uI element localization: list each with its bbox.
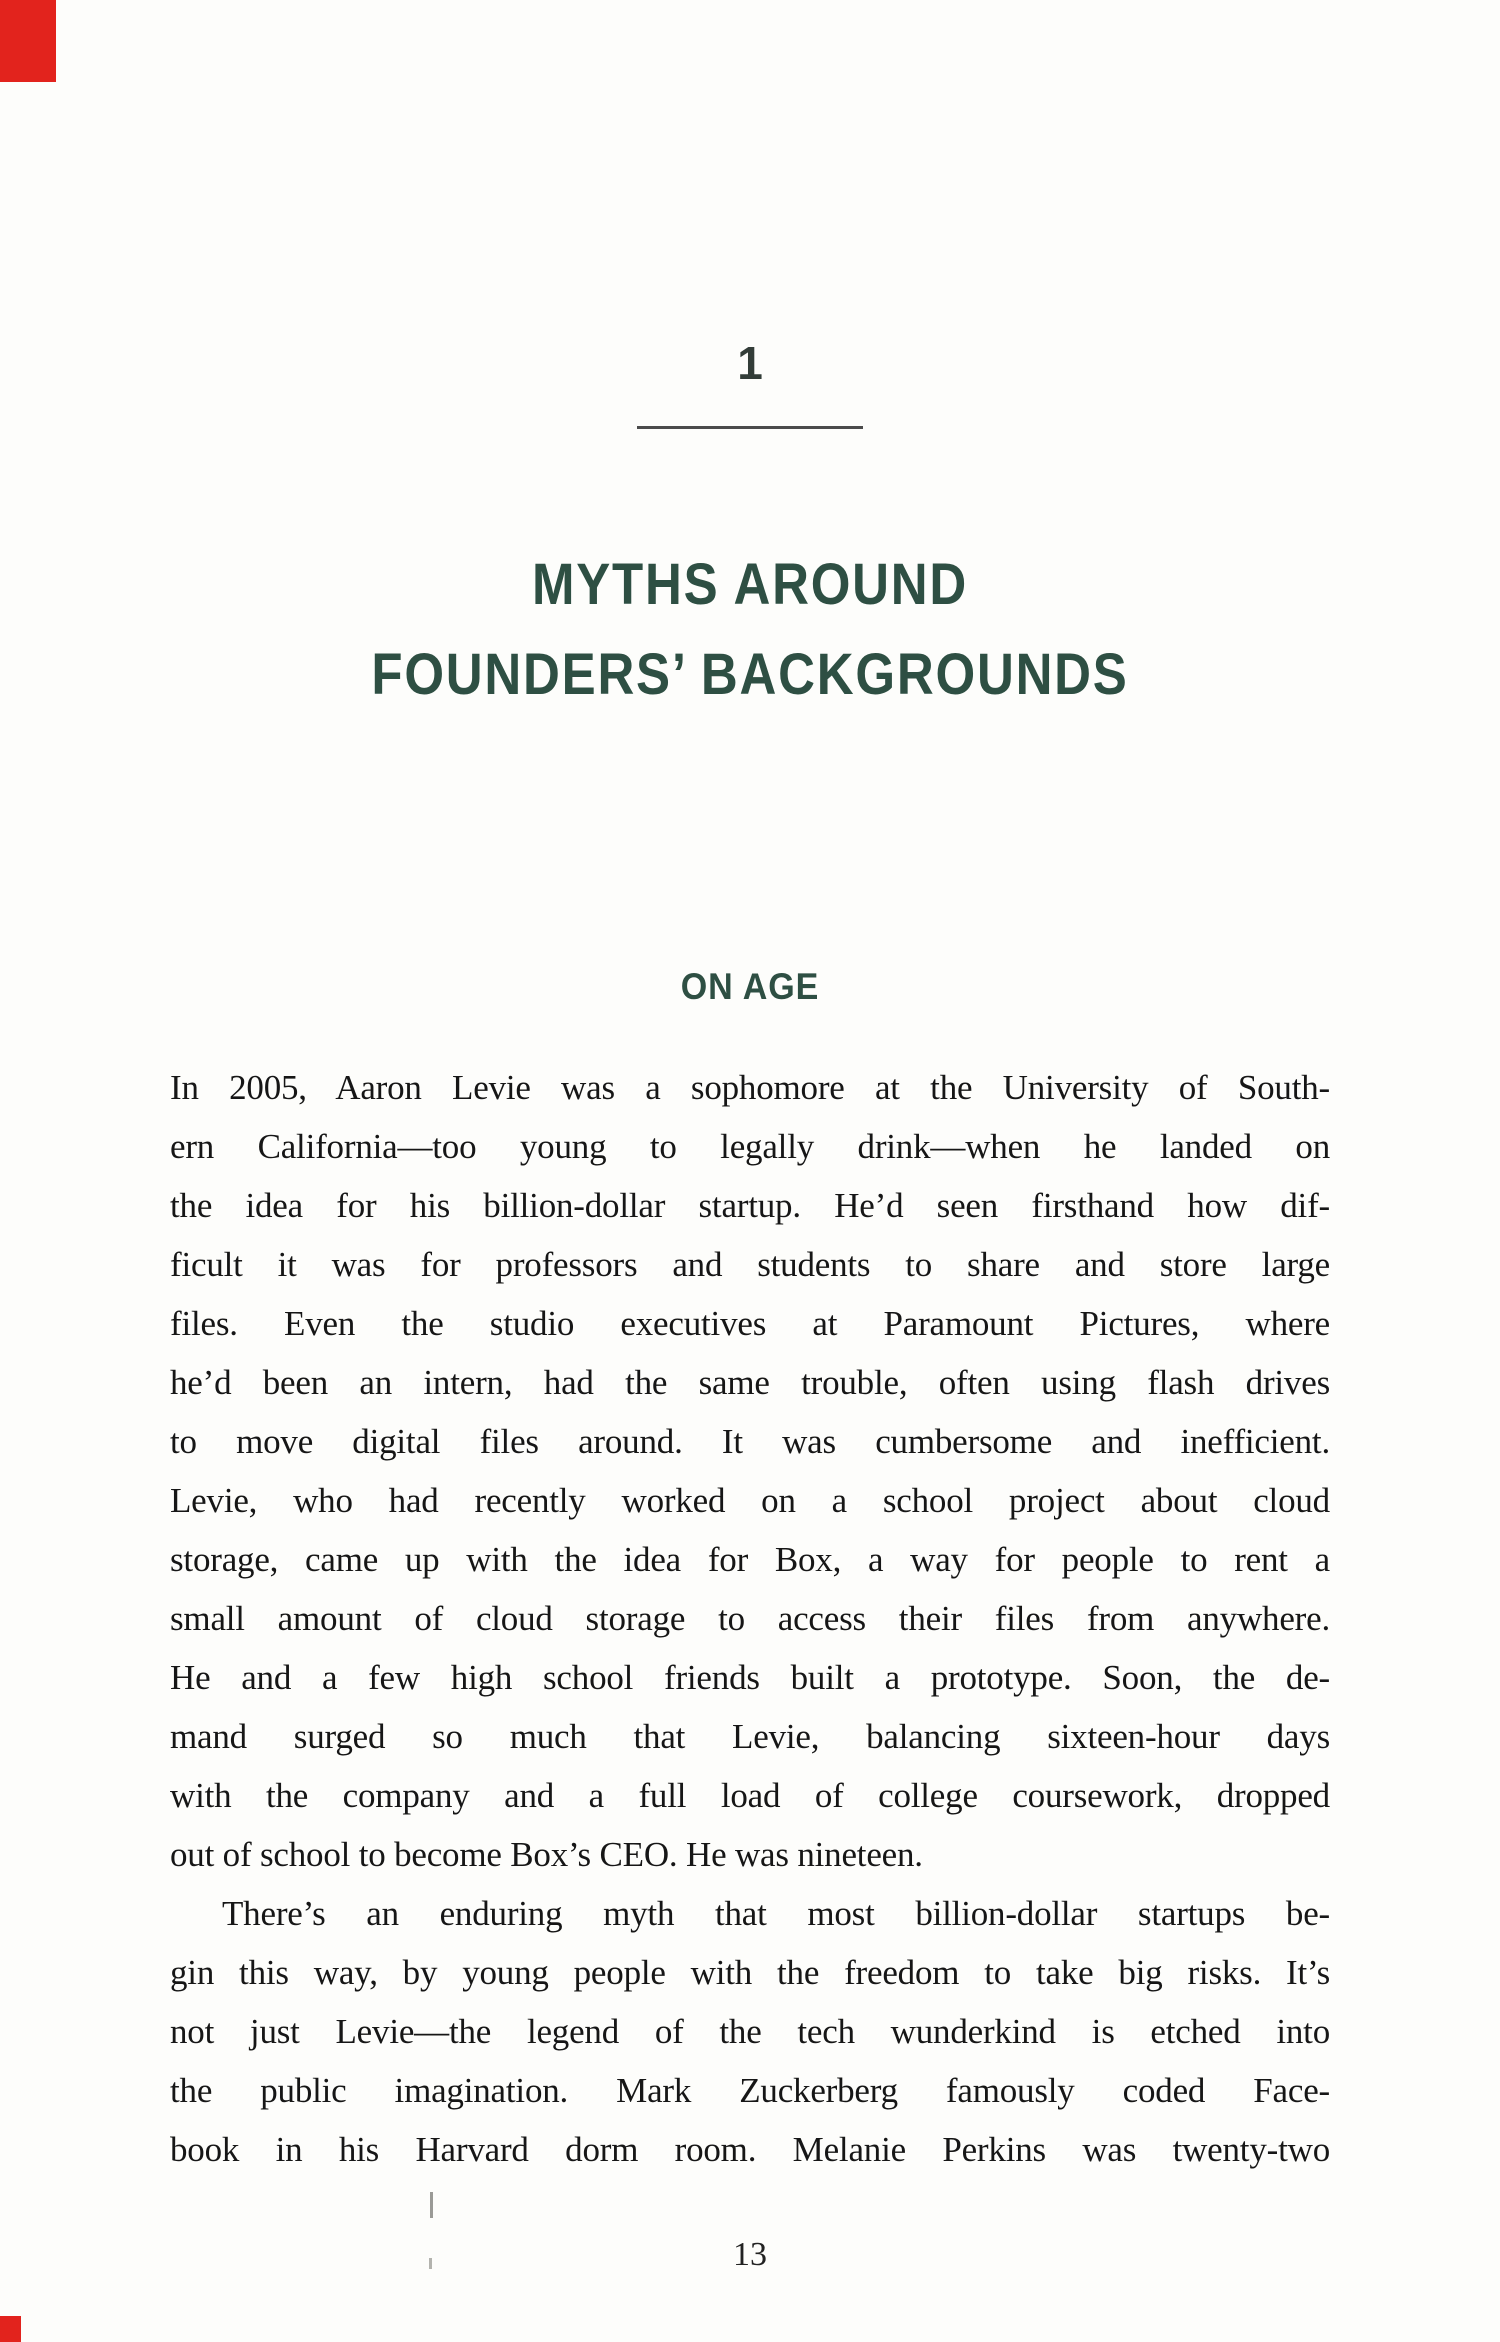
chapter-rule [637,426,863,429]
text-line: Levie, who had recently worked on a school project about cloud [170,1481,1330,1520]
text-line: files. Even the studio executives at Paramount Pictures, where [170,1304,1330,1343]
text-line: There’s an enduring myth that most billion-dollar startups be- [222,1894,1330,1933]
section-heading: ON AGE [680,966,820,1007]
page-number: 13 [733,2236,767,2273]
text-line: he’d been an intern, had the same trouble, often using flash drives [170,1363,1330,1402]
body-text [170,1058,1330,2179]
text-line: storage, came up with the idea for Box, a way for people to rent a [170,1540,1330,1579]
text-line: gin this way, by young people with the freedom to take big risks. It’s [170,1953,1330,1992]
scan-artifact [430,2192,433,2218]
scan-artifact [429,2258,432,2269]
text-line: In 2005, Aaron Levie was a sophomore at the University of South- [170,1068,1330,1107]
text-line: ficult it was for professors and students to share and store large [170,1245,1330,1284]
text-line: the idea for his billion-dollar startup. He’d seen firsthand how dif- [170,1186,1330,1225]
chapter-title-line-2: FOUNDERS’ BACKGROUNDS [371,642,1129,707]
text-line: the public imagination. Mark Zuckerberg famously coded Face- [170,2071,1330,2110]
text-line: to move digital files around. It was cumbersome and inefficient. [170,1422,1330,1461]
text-line: with the company and a full load of college coursework, dropped [170,1776,1330,1815]
chapter-number: 1 [737,337,763,389]
text-line: mand surged so much that Levie, balancing sixteen-hour days [170,1717,1330,1756]
scan-red-edge-top [0,0,56,82]
text-line: small amount of cloud storage to access their files from anywhere. [170,1599,1330,1638]
text-line: not just Levie—the legend of the tech wunderkind is etched into [170,2012,1330,2051]
scan-red-edge-bottom [0,2316,21,2342]
chapter-title [90,540,1410,720]
chapter-title-line-1: MYTHS AROUND [531,552,969,617]
text-line: ern California—too young to legally drink—when he landed on [170,1127,1330,1166]
text-line: book in his Harvard dorm room. Melanie Perkins was twenty-two [170,2130,1330,2169]
text-line: He and a few high school friends built a prototype. Soon, the de- [170,1658,1330,1697]
text-line: out of school to become Box’s CEO. He was nineteen. [170,1835,923,1874]
